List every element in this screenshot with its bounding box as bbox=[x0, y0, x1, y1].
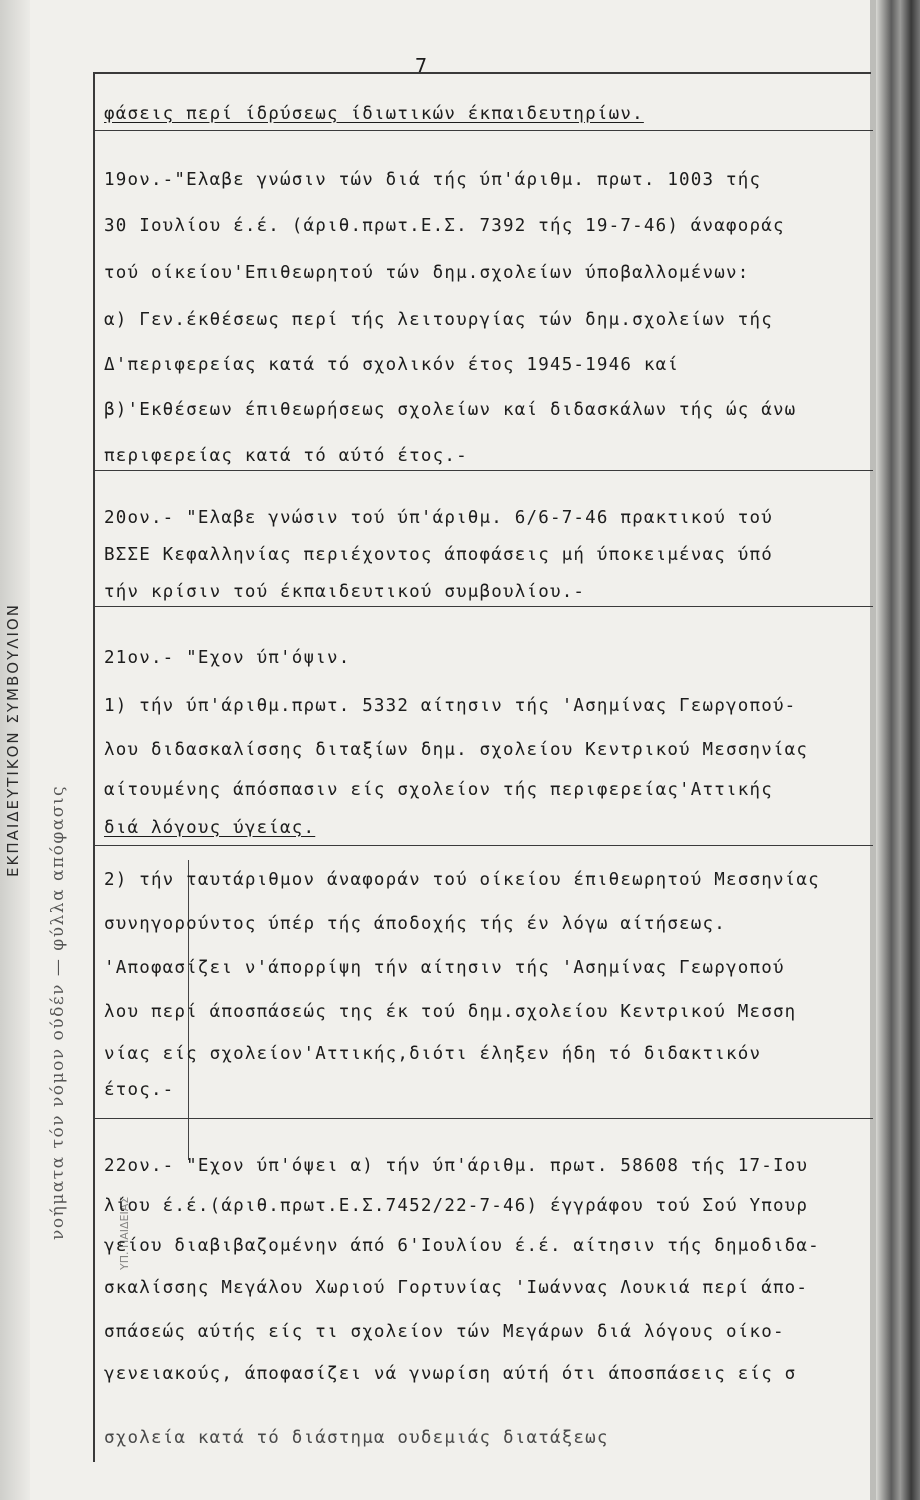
vertical-stamp-text: νοήματα τόν νόμον ούδέν — φύλλα απόφασις bbox=[48, 784, 68, 1240]
text-line: Δ'περιφερείας κατά τό σχολικόν έτος 1945-1946 καί bbox=[104, 355, 680, 375]
text-line: λίου έ.έ.(άριθ.πρωτ.Ε.Σ.7452/22-7-46) έγγράφου τού Σού Υπουρ bbox=[104, 1196, 809, 1216]
text-line: 19ον.-"Ελαβε γνώσιν τών διά τής ύπ'άριθμ. πρωτ. 1003 τής bbox=[104, 170, 762, 190]
text-line: τήν κρίσιν τού έκπαιδευτικού συμβουλίου.- bbox=[104, 582, 586, 602]
text-line: 21ον.- "Εχον ύπ'όψιν. bbox=[104, 648, 351, 668]
frame-top-rule bbox=[93, 72, 871, 74]
text-line: γενειακούς, άποφασίζει νά γνωρίση αύτή ότι άποσπάσεις είς σ bbox=[104, 1364, 797, 1384]
text-line: διά λόγους ύγείας. bbox=[104, 818, 316, 838]
section-divider bbox=[93, 845, 873, 846]
section-divider bbox=[93, 606, 873, 607]
text-line: β)'Εκθέσεων έπιθεωρήσεως σχολείων καί διδασκάλων τής ώς άνω bbox=[104, 400, 797, 420]
text-line: συνηγορούντος ύπέρ τής άποδοχής τής έν λόγω αίτήσεως. bbox=[104, 914, 727, 934]
section-divider bbox=[93, 130, 873, 131]
text-line: 'Αποφασίζει ν'άπορρίψη τήν αίτησιν τής 'Ασημίνας Γεωργοπού bbox=[104, 958, 785, 978]
text-line: λου διδασκαλίσσης διταξίων δημ. σχολείου Κεντρικού Μεσσηνίας bbox=[104, 740, 809, 760]
text-line: λου περί άποσπάσεώς της έκ τού δημ.σχολείου Κεντρικού Μεσση bbox=[104, 1002, 797, 1022]
text-line: έτος.- bbox=[104, 1080, 175, 1100]
frame-left-rule bbox=[93, 72, 95, 1462]
section-divider bbox=[93, 1118, 873, 1119]
text-line: 30 Ιουλίου έ.έ. (άριθ.πρωτ.Ε.Σ. 7392 τής 19-7-46) άναφοράς bbox=[104, 216, 785, 236]
text-line: 20ον.- "Ελαβε γνώσιν τού ύπ'άριθμ. 6/6-7-46 πρακτικού τού bbox=[104, 508, 773, 528]
text-line: α) Γεν.έκθέσεως περί τής λειτουργίας τών δημ.σχολείων τής bbox=[104, 310, 773, 330]
page-right-edge bbox=[876, 0, 920, 1500]
text-line: τού οίκείου'Επιθεωρητού τών δημ.σχολείων ύποβαλλομένων: bbox=[104, 263, 750, 283]
text-line: 2) τήν ταυτάριθμον άναφοράν τού οίκείου έπιθεωρητού Μεσσηνίας bbox=[104, 870, 820, 890]
text-line: 22ον.- "Εχον ύπ'όψει α) τήν ύπ'άριθμ. πρωτ. 58608 τής 17-Ιου bbox=[104, 1156, 809, 1176]
text-line: νίας είς σχολείον'Αττικής,διότι έληξεν ήδη τό διδακτικόν bbox=[104, 1044, 762, 1064]
text-line: ΒΣΣΕ Κεφαλληνίας περιέχοντος άποφάσεις μή ύποκειμένας ύπό bbox=[104, 545, 773, 565]
text-line: περιφερείας κατά τό αύτό έτος.- bbox=[104, 446, 468, 466]
text-line: γείου διαβιβαζομένην άπό 6'Ιουλίου έ.έ. αίτησιν τής δημοδιδα- bbox=[104, 1236, 820, 1256]
text-line: σκαλίσσης Μεγάλου Χωριού Γορτυνίας 'Ιωάννας Λουκιά περί άπο- bbox=[104, 1278, 809, 1298]
binding-spine-text: ΕΚΠΑΙΔΕΥΤΙΚΟΝ ΣΥΜΒΟΥΛΙΟΝ bbox=[4, 603, 22, 877]
text-line: σπάσεώς αύτής είς τι σχολείον τών Μεγάρων διά λόγους οίκο- bbox=[104, 1322, 785, 1342]
margin-annotation: ΥΠ. ΠΑΙΔΕΙΑΣ bbox=[118, 1196, 131, 1270]
page-number: 7 bbox=[415, 54, 429, 78]
text-line: σχολεία κατά τό διάστημα ουδεμιάς διατάξεως bbox=[104, 1428, 609, 1448]
text-line: αίτουμένης άπόσπασιν είς σχολείον τής περιφερείας'Αττικής bbox=[104, 780, 773, 800]
section-divider bbox=[93, 470, 873, 471]
document-heading: φάσεις περί ίδρύσεως ίδιωτικών έκπαιδευτηρίων. bbox=[104, 104, 644, 124]
text-line: 1) τήν ύπ'άριθμ.πρωτ. 5332 αίτησιν τής 'Ασημίνας Γεωργοπού- bbox=[104, 696, 797, 716]
